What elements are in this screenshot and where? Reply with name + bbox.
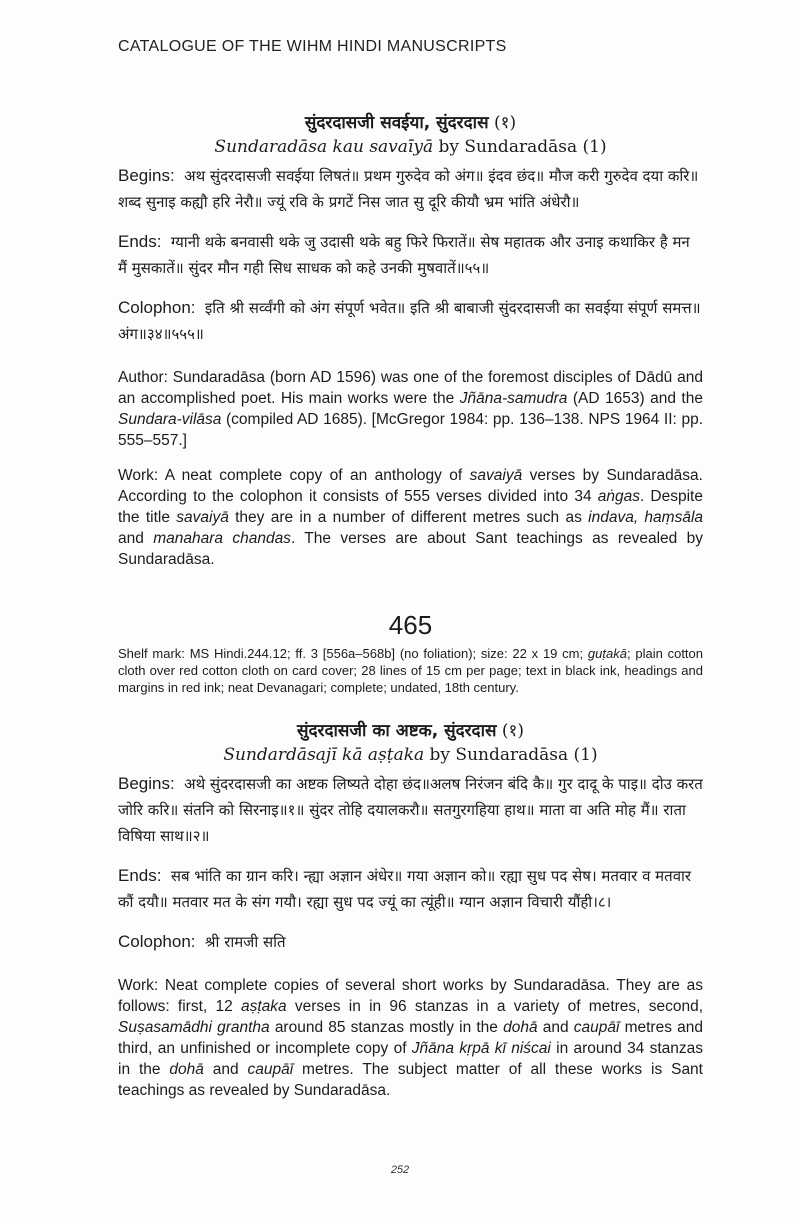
entry2-title-author: by Sundaradāsa (1) [429,745,598,765]
text-run: (compiled AD 1685). [McGregor 1984: pp. 136–138. NPS 1964 II: pp. 555–557.] [118,411,703,449]
italic-run: caupāī [247,1061,294,1078]
entry1-title-roman-text: Sundaradāsa kau savaīyā [214,137,434,157]
page-number: 252 [390,1164,410,1176]
entry2-colophon [118,929,703,955]
italic-run: indava, haṃsāla [588,509,704,526]
entry1-colophon [118,295,703,347]
italic-run: aṅgas [597,488,640,505]
italic-run: guṭakā [587,646,627,661]
text-run: Shelf mark: MS Hindi.244.12; ff. 3 [556a–568b] (no foliation); size: 22 x 19 cm; [118,646,588,661]
entry2-title-roman-text: Sundardāsajī kā aṣṭaka [223,745,425,765]
entry2-ends-text: सब भांति का ग्रान करि। न्ह्या अज्ञान अंधेर॥ गया अज्ञान को॥ रह्या सुध पद सेष। मतवार व मतवार कौं दयौ॥ मतवार मत के संग गयौ। रह्या सुध पद ज्यूं का त्यूंही॥ ग्यान अज्ञान विचारी यौंही।८। [118,867,692,911]
entry2-begins-text: अथे सुंदरदासजी का अष्टक लिष्यते दोहा छंद॥अलष निरंजन बंदि कै॥ गुर दादू के पाइ॥ दोउ करत जोरि करि॥ संतनि को सिरनाइ॥१॥ सुंदर तोहि दयालकरौ॥ सतगुरगहिया हाथ॥ माता वा अति मोह मैं॥ राता विषिया साथ॥२॥ [118,775,703,845]
italic-run: savaiyā [176,509,229,526]
entry1-title-num: (१) [493,113,517,133]
text-run: ; plain cotton cloth over red cotton cloth on card cover; 28 lines of 15 cm per page; text in black ink, headings and margins in red ink; neat Devanagari; complete; undated, 18th century. [118,646,704,695]
entry2-ends-label: Ends: [118,866,162,885]
entry1-ends-label: Ends: [118,232,162,251]
text-run: . The verses are about Sant teachings as revealed by Sundaradāsa. [118,530,703,568]
italic-run: manahara chandas [153,530,291,547]
entry2-work-paragraph [118,975,703,1101]
entry1-title-author: by Sundaradāsa (1) [438,137,607,157]
entry2-ends [118,863,703,915]
entry2-begins-label: Begins: [118,774,175,793]
italic-run: Sundara-vilāsa [118,411,222,428]
italic-run: savaiyā [469,467,523,484]
entry1-begins-text: अथ सुंदरदासजी सवईया लिषतं॥ प्रथम गुरुदेव को अंग॥ इंदव छंद॥ मौज करी गुरुदेव दया करि॥ शब्द सुनाइ कह्यौ हरि नेरौ॥ ज्यूं रवि के प्रगटें निस जात सु दूरि कीयौ भ्रम भांति अंधेरौ॥ [118,167,699,211]
entry2-title-deva-text: सुंदरदासजी का अष्टक, सुंदरदास [297,721,497,741]
text-run: around 85 stanzas mostly in the [269,1019,504,1036]
italic-run: aṣṭaka [240,998,287,1015]
entry2-title-roman [118,745,703,765]
entry2-title-deva [118,718,703,741]
entry1-author-paragraph [118,367,703,451]
text-run: metres and third, an unfinished or incomplete copy of [118,1019,703,1057]
entry1-work-paragraph [118,465,703,570]
text-run: Work: Neat complete copies of several short works by Sundaradāsa. They are as follows: first, 12 [118,977,703,1015]
entry1-begins [118,163,703,215]
text-run: and [203,1061,248,1078]
entry2-shelf-mark [118,645,703,696]
text-run: verses by Sundaradāsa. According to the colophon it consists of 555 verses divided into 34 [118,467,703,505]
catalogue-content [118,0,703,1101]
entry2-begins [118,771,703,849]
italic-run: Jñāna-samudra [459,390,568,407]
entry2-colophon-text: श्री रामजी सति [204,933,286,951]
entry2-number: 465 [388,610,433,640]
text-run: Author: Sundaradāsa (born AD 1596) was one of the foremost disciples of Dādū and an accomplished poet. His main works were the [118,369,703,407]
italic-run: Jñāna kṛpā kī niścai [411,1040,551,1057]
text-run: verses in in 96 stanzas in a variety of metres, second, [286,998,703,1015]
entry1-colophon-text: इति श्री सर्व्वंगी को अंग संपूर्ण भवेत॥ इति श्री बाबाजी सुंदरदासजी का सवईया संपूर्ण समत्त॥ अंग॥३४॥५५५॥ [118,299,701,343]
text-run: (AD 1653) and the [567,390,703,407]
entry1-title-deva [118,110,703,133]
text-run: . Despite the title [118,488,703,526]
text-run: and [537,1019,574,1036]
entry1-colophon-label: Colophon: [118,298,196,317]
entry2-title-num: (१) [501,721,524,741]
entry2-colophon-label: Colophon: [118,932,196,951]
text-run: Work: A neat complete copy of an anthology of [118,467,470,484]
entry1-ends [118,229,703,281]
entry1-begins-label: Begins: [118,166,175,185]
text-run: metres. The subject matter of all these works is Sant teachings as revealed by Sundaradāsa. [118,1061,703,1099]
entry1-ends-text: ग्यानी थके बनवासी थके जु उदासी थके बहु फिरे फिरातें॥ सेष महातक और उनाइ कथाकिर है मन मैं मुसकातें॥ सुंदर मौन गही सिध साधक को कहे उनकी मुषवातें॥५५॥ [118,233,690,277]
entry1-title-roman [118,137,703,157]
italic-run: dohā [503,1019,538,1036]
italic-run: dohā [169,1061,204,1078]
running-header: CATALOGUE OF THE WIHM HINDI MANUSCRIPTS [118,38,507,55]
text-run: they are in a number of different metres such as [228,509,589,526]
italic-run: caupāī [573,1019,620,1036]
text-run: in around 34 stanzas in the [118,1040,704,1078]
text-run: and [118,530,154,547]
entry1-title-deva-text: सुंदरदासजी सवईया, सुंदरदास [304,113,489,133]
italic-run: Suṣasamādhi grantha [118,1019,270,1036]
